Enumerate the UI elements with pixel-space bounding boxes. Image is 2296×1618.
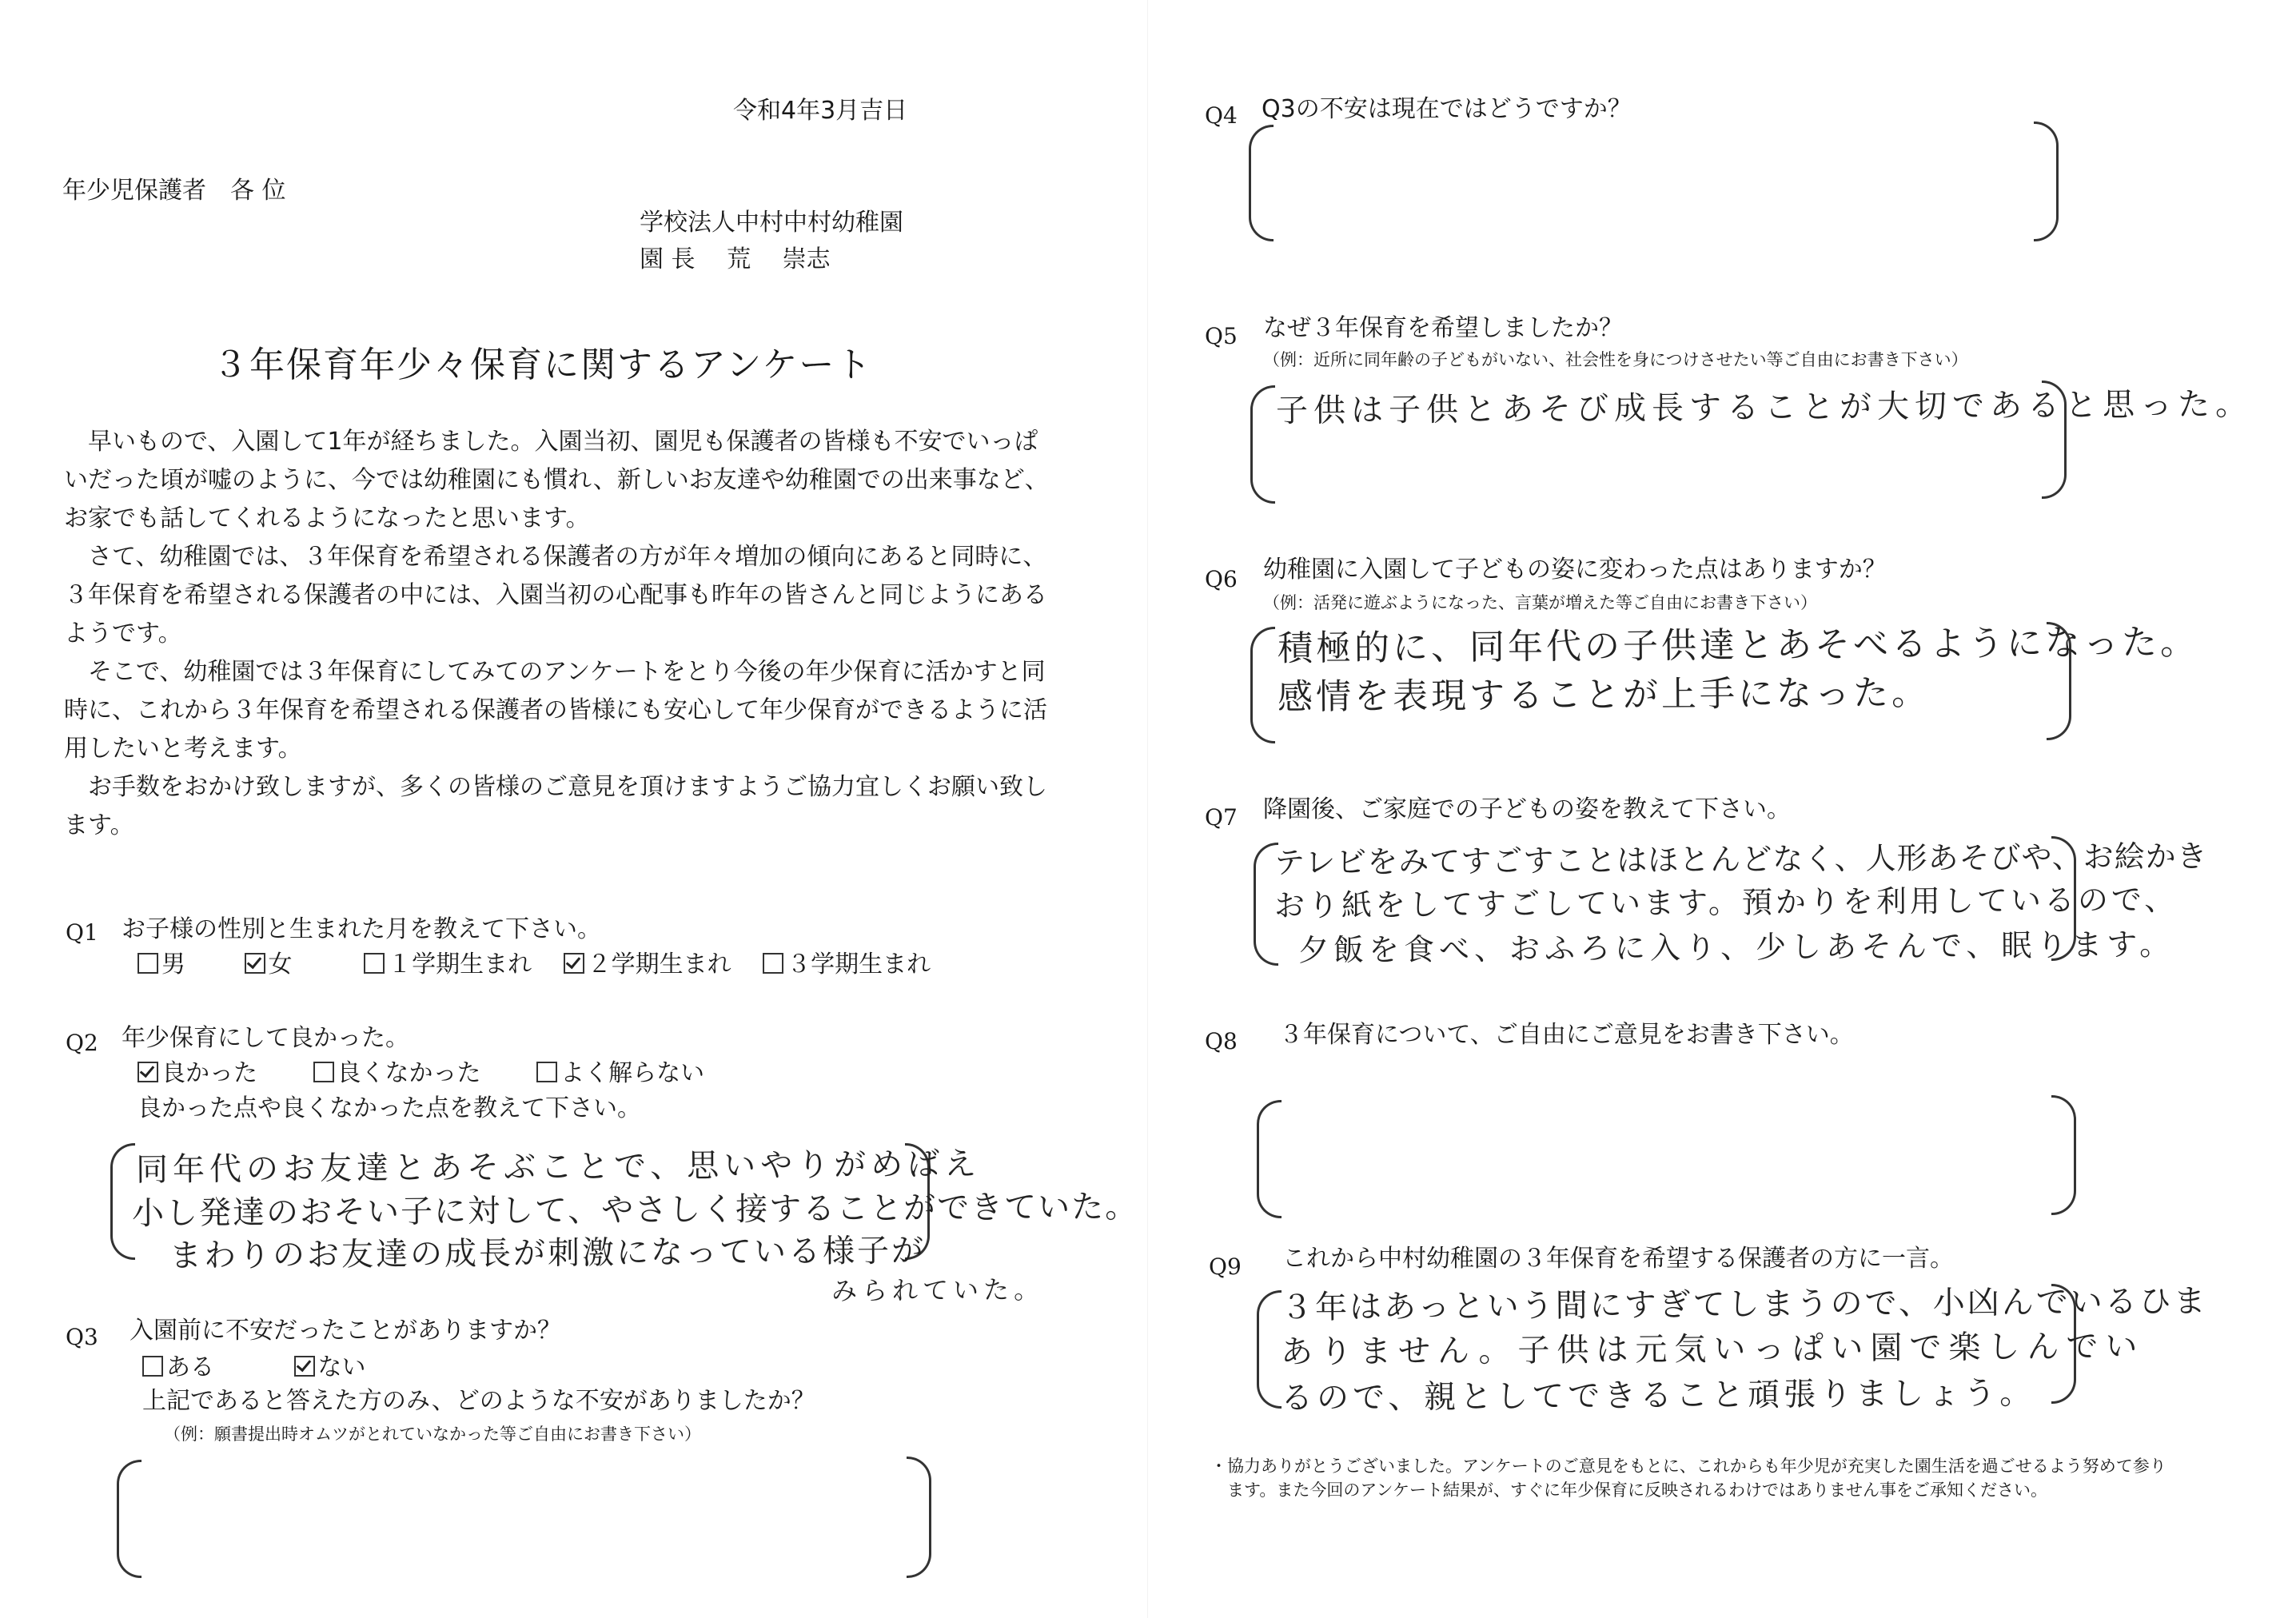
intro-line: ようです。 [64,620,182,648]
q6-number: Q6 [1205,566,1238,592]
checkbox-icon[interactable] [536,1062,557,1082]
intro-line: お家でも話してくれるようになったと思います。 [64,504,590,532]
q1-option-term3[interactable]: ３学期生まれ [763,953,931,977]
q9-answer-bracket-left [1257,1290,1282,1409]
q2-question: 年少保育にして良かった。 [122,1024,409,1052]
handwritten-line: 同年代のお友達とあそぶことで、思いやりがめばえ [135,1146,982,1189]
q1-option-male[interactable]: 男 [138,953,185,977]
checkbox-icon[interactable] [763,953,783,974]
q4-number: Q4 [1205,102,1238,129]
q9-question: これから中村幼稚園の３年保育を希望する保護者の方に一言。 [1282,1245,1954,1273]
checkbox-checked-icon[interactable] [138,1062,158,1082]
checkbox-checked-icon[interactable] [564,953,584,974]
checkbox-checked-icon[interactable] [245,953,265,974]
intro-line: お手数をおかけ致しますが、多くの皆様のご意見を頂けますようご協力宜しくお願い致し [64,773,1047,801]
q3-option-no[interactable]: ない [294,1356,366,1380]
q3-followup: 上記であると答えた方のみ、どのような不安がありましたか？ [142,1387,815,1415]
q2-option-good[interactable]: 良かった [138,1062,257,1086]
sender-principal: 園 長 荒 崇志 [640,245,831,273]
handwritten-line: ありません。子供は元気いっぱい園で楽しんでい [1280,1328,2145,1371]
q1-options [138,950,931,978]
q6-note: （例：活発に遊ぶようになった、言葉が増えた等ご自由にお書き下さい） [1263,593,1817,612]
q7-number: Q7 [1205,804,1238,831]
checkbox-checked-icon[interactable] [294,1356,315,1377]
q3-answer-bracket-right [907,1457,931,1578]
handwritten-line: ３年はあっという間にすぎてしまうので、小凶んでいるひま [1280,1282,2208,1327]
q2-followup: 良かった点や良くなかった点を教えて下さい。 [138,1094,641,1122]
q6-question: 幼稚園に入園して子どもの姿に変わった点はありますか？ [1263,556,1887,584]
intro-line: いだった頃が嘘のように、今では幼稚園にも慣れ、新しいお友達や幼稚園での出来事など、 [64,466,1049,494]
q3-answer-box[interactable] [141,1463,900,1570]
intro-line: 時に、これから３年保育を希望される保護者の皆様にも安心して年少保育ができるように活 [64,696,1047,724]
q2-option-not-good[interactable]: 良くなかった [313,1062,481,1086]
q3-answer-bracket-left [117,1460,142,1578]
q1-number: Q1 [66,919,98,946]
q8-question: ３年保育について、ご自由にご意見をお書き下さい。 [1279,1021,1854,1049]
q6-answer-bracket-left [1250,627,1275,743]
page-fold [1147,0,1148,1618]
q8-answer-bracket-right [2051,1095,2076,1215]
footer-note: ます。また今回のアンケート結果が、すぐに年少保育に反映されるわけではありません事をご承知ください。 [1210,1481,2048,1500]
q1-option-term1[interactable]: １学期生まれ [364,953,532,977]
q3-number: Q3 [66,1324,98,1350]
handwritten-line: 感情を表現することが上手になった。 [1277,672,1931,718]
q4-answer-box[interactable] [1274,128,2026,232]
handwritten-line: 子供は子供とあそび成長することが大切であると思った。 [1275,385,2254,430]
intro-line: さて、幼稚園では、３年保育を希望される保護者の方が年々増加の傾向にあると同時に、 [64,543,1047,571]
q3-options [142,1353,366,1381]
footer-note: ・協力ありがとうございました。アンケートのご意見をもとに、これからも年少児が充実した園生活を過ごせるよう努めて参り [1210,1457,2166,1476]
intro-line: 早いもので、入園して1年が経ちました。入園当初、園児も保護者の皆様も不安でいっぱ [64,428,1038,456]
intro-line: 用したいと考えます。 [64,735,302,763]
handwritten-line: みられていた。 [831,1274,1045,1306]
q5-question: なぜ３年保育を希望しましたか？ [1263,314,1623,342]
intro-line: そこで、幼稚園では３年保育にしてみてのアンケートをとり今後の年少保育に活かすと同 [64,658,1046,686]
handwritten-line: るので、親としてできること頑張りましょう。 [1280,1374,2036,1417]
handwritten-line: 小し発達のおそい子に対して、やさしく接することができていた。 [131,1188,1139,1233]
q4-question: Q3の不安は現在ではどうですか？ [1262,95,1632,123]
q8-answer-bracket-left [1257,1100,1282,1218]
checkbox-icon[interactable] [313,1062,334,1082]
q3-question: 入園前に不安だったことがありますか？ [130,1317,561,1345]
checkbox-icon[interactable] [142,1356,163,1377]
checkbox-icon[interactable] [138,953,158,974]
q5-number: Q5 [1205,323,1238,349]
intro-line: ３年保育を希望される保護者の中には、入園当初の心配事も昨年の皆さんと同じようにある [64,581,1047,609]
q1-option-female[interactable]: 女 [245,953,293,977]
q3-note: （例：願書提出時オムツがとれていなかった等ご自由にお書き下さい） [164,1425,701,1444]
addressee: 年少児保護者 各 位 [62,177,286,205]
q8-number: Q8 [1205,1028,1238,1054]
q2-option-unsure[interactable]: よく解らない [536,1062,704,1086]
q2-options [138,1059,705,1087]
handwritten-line: テレビをみてすごすことはほとんどなく、人形あそびや、お絵かき [1274,838,2208,881]
handwritten-line: 積極的に、同年代の子供達とあそべるようになった。 [1277,621,2199,670]
q5-answer-bracket-left [1250,385,1275,504]
q1-question: お子様の性別と生まれた月を教えて下さい。 [122,915,601,943]
intro-line: ます。 [64,811,134,839]
q3-option-yes[interactable]: ある [142,1356,214,1380]
q2-number: Q2 [66,1030,98,1056]
handwritten-line: 夕飯を食べ、おふろに入り、少しあそんで、眠ります。 [1297,927,2175,968]
q7-question: 降園後、ご家庭での子どもの姿を教えて下さい。 [1263,795,1791,823]
issue-date: 令和4年3月吉日 [733,97,908,125]
q9-number: Q9 [1209,1253,1242,1280]
sender-org: 学校法人中村中村幼稚園 [640,209,903,237]
q4-answer-bracket-right [2034,122,2059,241]
checkbox-icon[interactable] [364,953,385,974]
handwritten-line: まわりのお友達の成長が刺激になっている様子が [169,1232,927,1275]
q5-note: （例：近所に同年齢の子どもがいない、社会性を身につけさせたい等ご自由にお書き下さい） [1263,350,1968,369]
q4-answer-bracket-left [1249,125,1274,241]
handwritten-line: おり紙をしてすごしています。預かりを利用しているので、 [1274,882,2178,923]
q8-answer-box[interactable] [1282,1103,2043,1209]
survey-title: ３年保育年少々保育に関するアンケート [213,345,873,385]
q1-option-term2[interactable]: ２学期生まれ [564,953,731,977]
